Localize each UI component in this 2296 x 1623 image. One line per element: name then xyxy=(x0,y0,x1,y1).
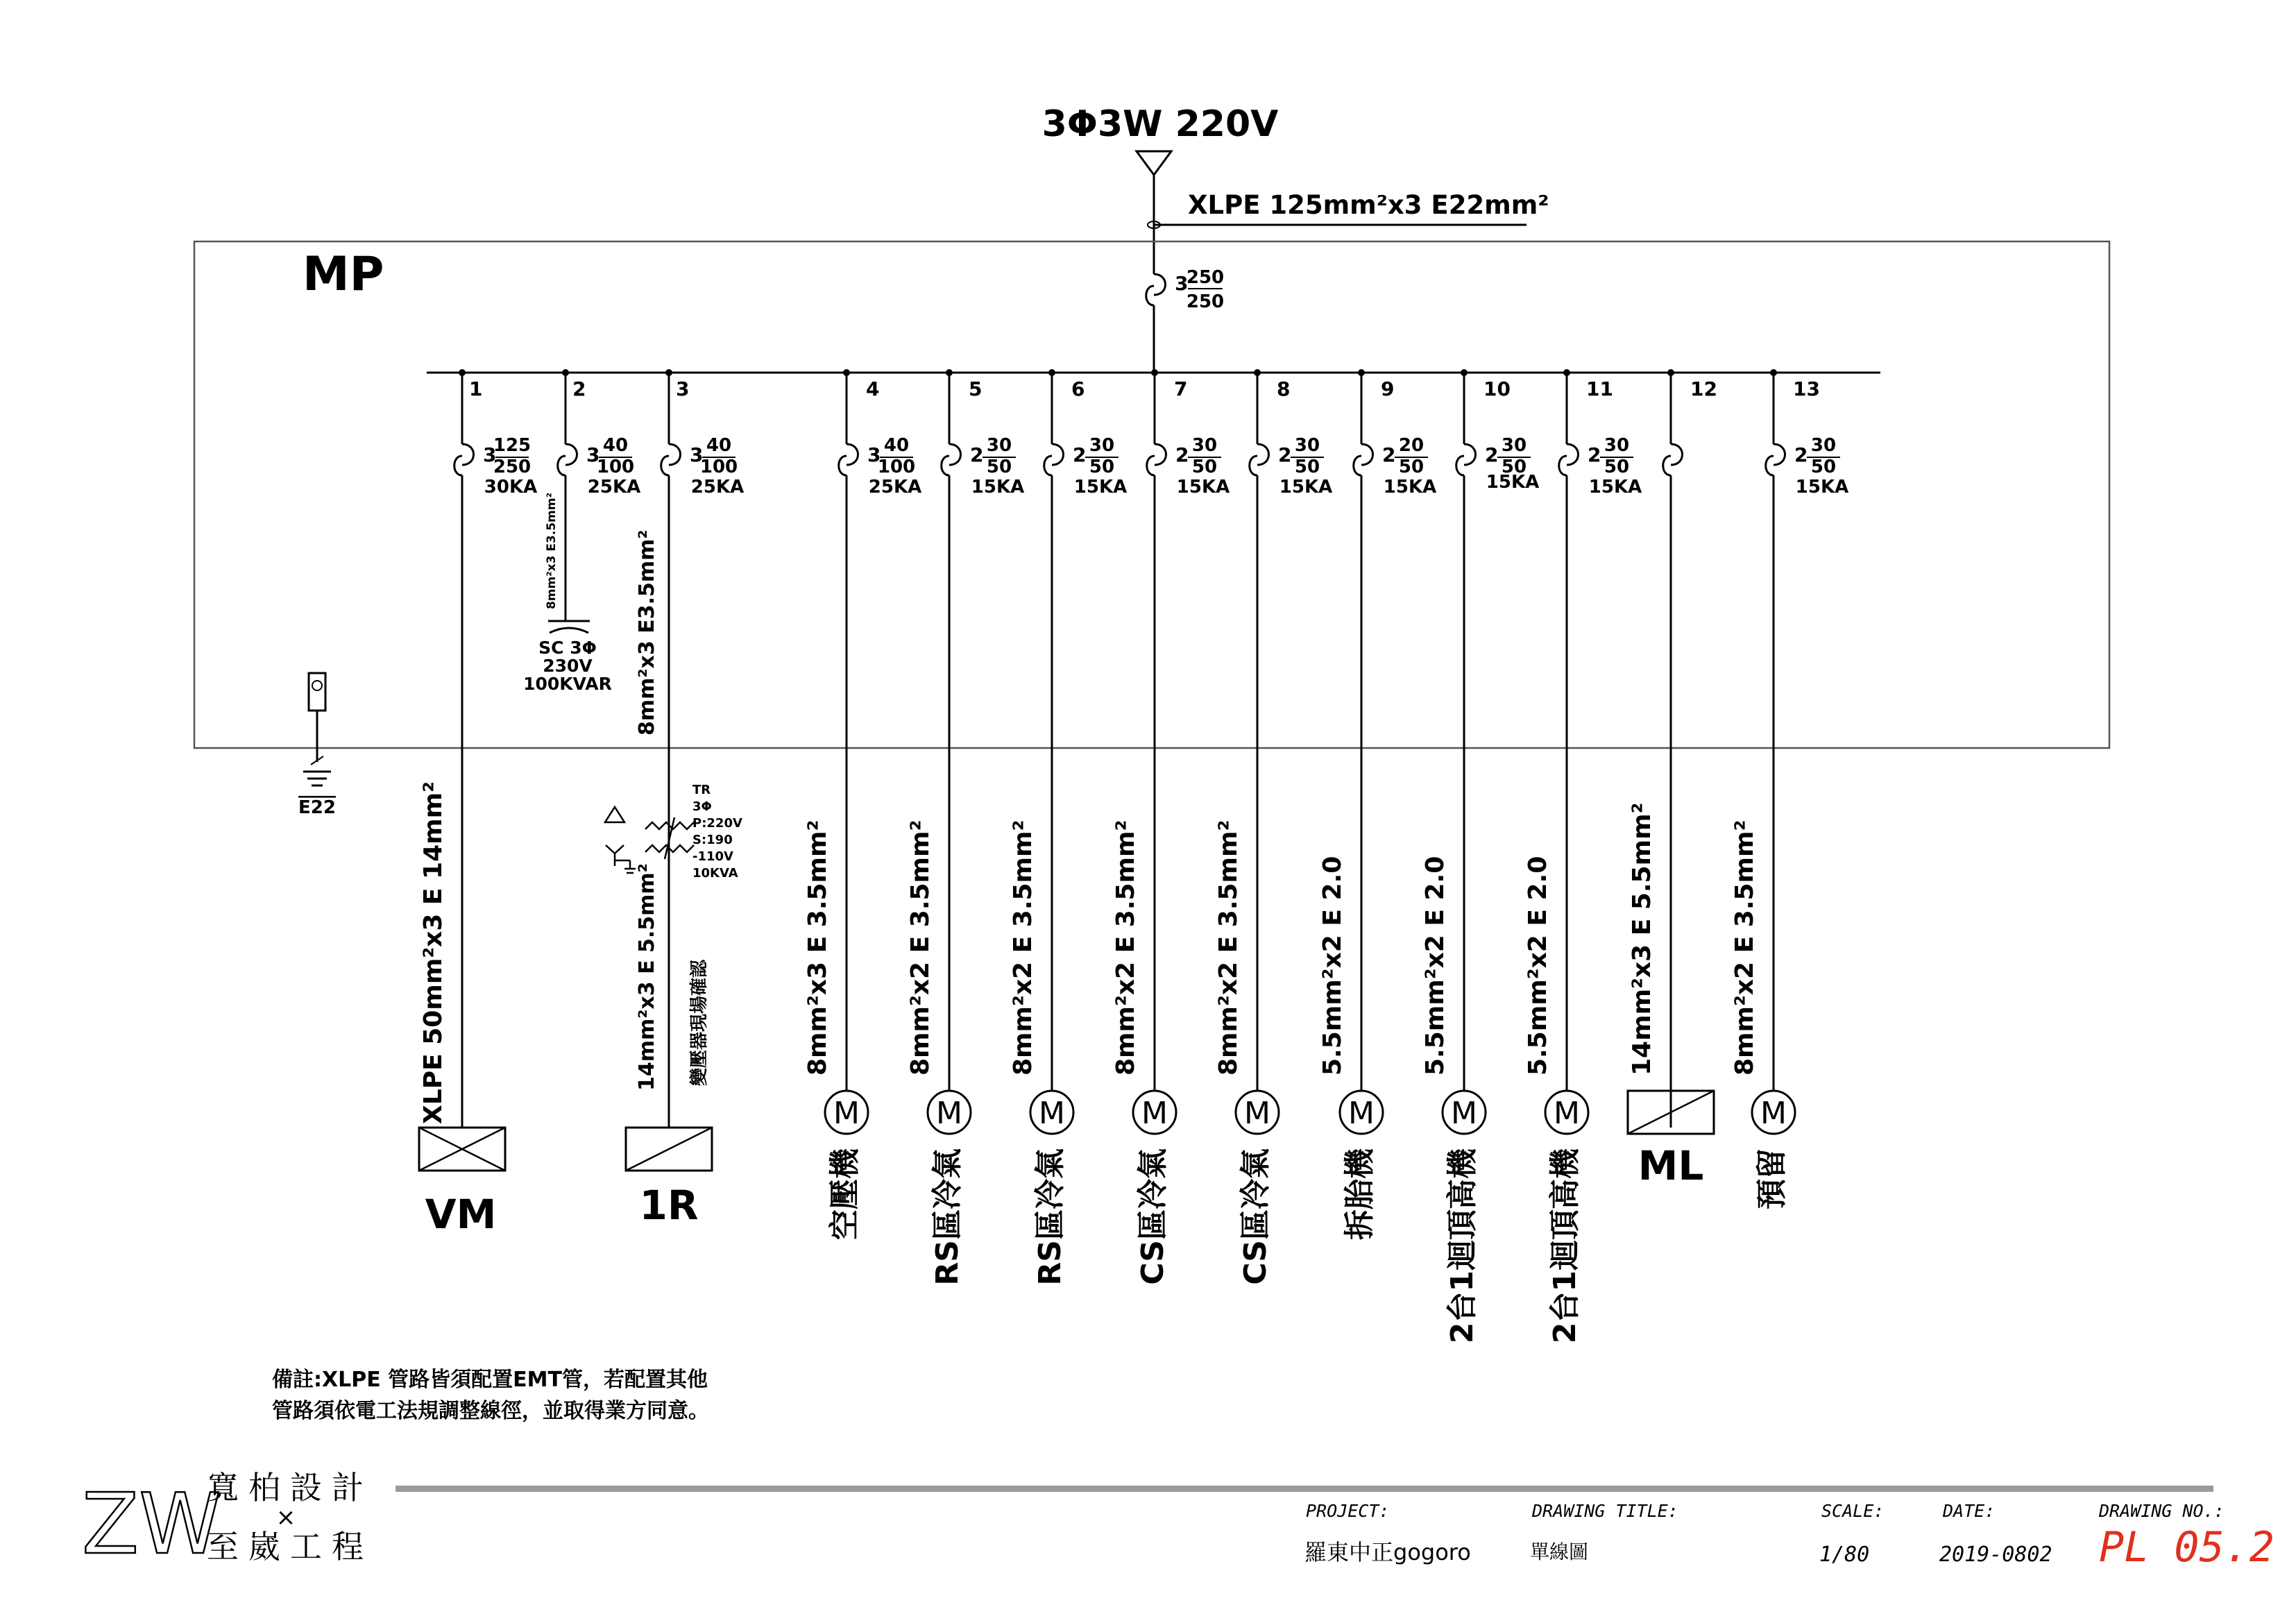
cable-label: 8mm²x2 E 3.5mm² xyxy=(1009,819,1037,1076)
svg-text:50: 50 xyxy=(1191,457,1218,477)
branch-circuits xyxy=(419,369,1848,1343)
svg-text:30: 30 xyxy=(1810,435,1837,456)
svg-text:2: 2 xyxy=(970,443,984,466)
circuit-number: 13 xyxy=(1793,377,1820,400)
svg-text:50: 50 xyxy=(1604,457,1630,477)
motor-icon xyxy=(928,1091,971,1134)
breaker-symbol xyxy=(661,435,744,498)
svg-text:15KA: 15KA xyxy=(1486,472,1540,493)
title-block xyxy=(82,1469,2274,1573)
svg-text:3: 3 xyxy=(1175,272,1189,295)
cable-label: 8mm²x3 E 3.5mm² xyxy=(803,819,832,1076)
svg-text:-110V: -110V xyxy=(692,849,733,864)
svg-text:20: 20 xyxy=(1398,435,1425,456)
svg-text:15KA: 15KA xyxy=(1588,477,1642,498)
svg-text:50: 50 xyxy=(1501,457,1527,477)
svg-text:50: 50 xyxy=(986,457,1012,477)
svg-text:M: M xyxy=(1451,1096,1477,1131)
circuit-number: 1 xyxy=(469,377,483,400)
svg-text:M: M xyxy=(1760,1096,1787,1131)
company-name-cross: × xyxy=(275,1504,296,1531)
load-label: 2台1迴頂高機 xyxy=(1547,1148,1583,1344)
circuit-number: 5 xyxy=(969,377,983,400)
breaker-symbol xyxy=(1044,435,1127,498)
load-label: RS區冷氣 xyxy=(1032,1148,1068,1286)
subpanel-symbol xyxy=(419,1128,505,1171)
svg-text:2: 2 xyxy=(1588,443,1601,466)
cable-label: 5.5mm²x2 E 2.0 xyxy=(1524,856,1552,1076)
svg-text:50: 50 xyxy=(1810,457,1837,477)
transformer-note: 變壓器現場確認 xyxy=(689,959,710,1086)
capacitor-cable-label: 8mm²x3 E3.5mm² xyxy=(545,492,559,609)
svg-text:M: M xyxy=(1348,1096,1375,1131)
supply-arrow xyxy=(1137,151,1171,175)
circuit-number: 4 xyxy=(866,377,880,400)
project-value: 羅東中正gogoro xyxy=(1304,1539,1471,1565)
supply-label: 3Φ3W 220V xyxy=(1041,103,1279,145)
branch-3 xyxy=(626,369,744,1229)
branch-8 xyxy=(1214,369,1332,1285)
breaker-symbol xyxy=(454,435,537,498)
svg-text:3Φ: 3Φ xyxy=(692,799,712,814)
breaker-symbol xyxy=(558,435,640,498)
svg-text:25KA: 25KA xyxy=(587,477,641,498)
svg-text:M: M xyxy=(1244,1096,1270,1131)
circuit-number: 3 xyxy=(676,377,690,400)
branch-9 xyxy=(1318,369,1436,1240)
secondary-cable-label: 14mm²x3 E 5.5mm² xyxy=(635,863,659,1091)
cable-label: 14mm²x3 E 5.5mm² xyxy=(1628,802,1656,1076)
earth-terminal xyxy=(303,673,331,785)
branch-2 xyxy=(558,369,640,621)
svg-text:50: 50 xyxy=(1089,457,1115,477)
motor-icon xyxy=(1443,1091,1486,1134)
breaker-symbol xyxy=(942,435,1024,498)
svg-text:2: 2 xyxy=(1794,443,1808,466)
cable-label: 8mm²x2 E 3.5mm² xyxy=(1112,819,1140,1076)
svg-text:100: 100 xyxy=(877,457,916,477)
svg-text:2: 2 xyxy=(1485,443,1499,466)
svg-text:30: 30 xyxy=(986,435,1012,456)
svg-text:15KA: 15KA xyxy=(1795,477,1849,498)
branch-10 xyxy=(1421,369,1539,1343)
svg-text:3: 3 xyxy=(867,443,881,466)
branch-1 xyxy=(419,369,537,1238)
svg-text:M: M xyxy=(1554,1096,1580,1131)
svg-text:3: 3 xyxy=(586,443,600,466)
svg-text:30: 30 xyxy=(1294,435,1320,456)
circuit-number: 11 xyxy=(1586,377,1613,400)
motor-icon xyxy=(1340,1091,1383,1134)
cable-label: 8mm²x2 E 3.5mm² xyxy=(1730,819,1759,1076)
circuit-number: 7 xyxy=(1174,377,1188,400)
delta-icon xyxy=(605,807,624,822)
note-line-2: 管路須依電工法規調整線徑，並取得業方同意。 xyxy=(272,1399,709,1423)
svg-text:15KA: 15KA xyxy=(1176,477,1230,498)
motor-icon xyxy=(1545,1091,1588,1134)
svg-text:40: 40 xyxy=(602,435,629,456)
branch-5 xyxy=(906,369,1024,1286)
svg-text:50: 50 xyxy=(1398,457,1425,477)
title-block-bar xyxy=(396,1486,2213,1492)
cable-label: XLPE 50mm²x3 E 14mm² xyxy=(419,781,448,1124)
drawing-title-value: 單線圖 xyxy=(1530,1540,1589,1563)
svg-text:30: 30 xyxy=(1089,435,1115,456)
svg-text:TR: TR xyxy=(692,783,711,797)
motor-icon xyxy=(1030,1091,1073,1134)
svg-text:25KA: 25KA xyxy=(868,477,922,498)
load-label: CS區冷氣 xyxy=(1135,1148,1171,1285)
svg-text:2: 2 xyxy=(1073,443,1087,466)
cable-label: 5.5mm²x2 E 2.0 xyxy=(1318,856,1347,1076)
load-label: 2台1迴頂高機 xyxy=(1445,1148,1480,1344)
svg-text:3: 3 xyxy=(483,443,497,466)
svg-text:40: 40 xyxy=(706,435,732,456)
subpanel-symbol xyxy=(626,1128,712,1171)
svg-text:M: M xyxy=(833,1096,860,1131)
svg-text:15KA: 15KA xyxy=(1383,477,1437,498)
transformer xyxy=(605,783,742,881)
svg-text:230V: 230V xyxy=(543,656,593,676)
load-label: 拆胎機 xyxy=(1342,1148,1377,1240)
svg-text:SC 3Φ: SC 3Φ xyxy=(538,638,597,658)
load-label: RS區冷氣 xyxy=(930,1148,965,1286)
circuit-number: 12 xyxy=(1690,377,1717,400)
cable-label: 8mm²x2 E 3.5mm² xyxy=(906,819,935,1076)
breaker-symbol xyxy=(1456,435,1539,493)
svg-text:M: M xyxy=(1141,1096,1168,1131)
svg-text:100: 100 xyxy=(699,457,738,477)
svg-text:2: 2 xyxy=(1278,443,1292,466)
project-label: PROJECT: xyxy=(1306,1501,1390,1521)
load-label: 1R xyxy=(639,1182,699,1229)
motor-icon xyxy=(1133,1091,1176,1134)
svg-text:250: 250 xyxy=(1186,267,1225,288)
cable-label: 8mm²x3 E3.5mm² xyxy=(635,529,659,736)
branch-7 xyxy=(1112,369,1230,1285)
branch-6 xyxy=(1009,369,1127,1286)
svg-text:100KVAR: 100KVAR xyxy=(523,674,612,694)
svg-text:P:220V: P:220V xyxy=(692,816,742,831)
svg-text:25KA: 25KA xyxy=(690,477,745,498)
svg-text:15KA: 15KA xyxy=(1279,477,1333,498)
breaker-symbol xyxy=(1147,435,1230,498)
date-value: 2019-0802 xyxy=(1939,1543,2052,1567)
breaker-symbol xyxy=(1354,435,1436,498)
breaker-symbol xyxy=(1663,444,1683,475)
drawing-number-value: PL 05.2 xyxy=(2099,1523,2274,1572)
svg-text:30: 30 xyxy=(1191,435,1218,456)
svg-text:30: 30 xyxy=(1501,435,1527,456)
circuit-number: 6 xyxy=(1071,377,1085,400)
branch-4 xyxy=(803,369,921,1240)
motor-icon xyxy=(1236,1091,1279,1134)
branch-11 xyxy=(1524,369,1642,1343)
breaker-symbol xyxy=(839,435,921,498)
company-logo-mark: ZW xyxy=(82,1477,221,1573)
drawing-title-label: DRAWING TITLE: xyxy=(1532,1501,1678,1521)
earth-label: E22 xyxy=(298,797,336,818)
motor-icon xyxy=(825,1091,868,1134)
main-breaker xyxy=(1146,267,1224,312)
load-label: 空壓機 xyxy=(827,1148,862,1240)
motor-icon xyxy=(1752,1091,1795,1134)
breaker-symbol xyxy=(1766,435,1848,498)
supply-cable-label: XLPE 125mm²x3 E22mm² xyxy=(1188,190,1549,220)
scale-label: SCALE: xyxy=(1821,1501,1885,1521)
svg-text:3: 3 xyxy=(690,443,704,466)
company-name-line-1: 寬柏設計 xyxy=(207,1469,373,1506)
load-label: ML xyxy=(1638,1142,1704,1189)
svg-text:40: 40 xyxy=(883,435,910,456)
svg-text:M: M xyxy=(1039,1096,1065,1131)
branch-13 xyxy=(1730,369,1848,1209)
circuit-number: 2 xyxy=(572,377,586,400)
company-name-line-2: 至崴工程 xyxy=(207,1528,373,1565)
svg-text:30KA: 30KA xyxy=(484,477,538,498)
svg-text:S:190: S:190 xyxy=(692,833,733,847)
wye-ground-icon xyxy=(606,845,636,873)
circuit-number: 8 xyxy=(1277,377,1291,400)
circuit-number: 9 xyxy=(1381,377,1395,400)
load-label: CS區冷氣 xyxy=(1238,1148,1273,1285)
svg-text:10KVA: 10KVA xyxy=(692,866,738,881)
svg-text:M: M xyxy=(936,1096,962,1131)
breaker-symbol xyxy=(1559,435,1642,498)
svg-text:2: 2 xyxy=(1382,443,1396,466)
svg-text:100: 100 xyxy=(596,457,635,477)
svg-text:2: 2 xyxy=(1175,443,1189,466)
capacitor-bank xyxy=(523,493,612,694)
svg-text:15KA: 15KA xyxy=(971,477,1025,498)
svg-text:50: 50 xyxy=(1294,457,1320,477)
cable-label: 8mm²x2 E 3.5mm² xyxy=(1214,819,1243,1076)
svg-text:125: 125 xyxy=(493,435,532,456)
load-label: 預留 xyxy=(1754,1148,1789,1209)
svg-text:250: 250 xyxy=(1186,291,1225,312)
breaker-symbol xyxy=(1250,435,1332,498)
scale-value: 1/80 xyxy=(1819,1543,1870,1567)
svg-text:250: 250 xyxy=(493,457,532,477)
drawing-number-label: DRAWING NO.: xyxy=(2099,1501,2225,1521)
panel-name: MP xyxy=(303,247,384,302)
circuit-number: 10 xyxy=(1483,377,1511,400)
svg-text:30: 30 xyxy=(1604,435,1630,456)
note-line-1: 備註:XLPE 管路皆須配置EMT管，若配置其他 xyxy=(272,1368,708,1392)
svg-text:15KA: 15KA xyxy=(1073,477,1128,498)
date-label: DATE: xyxy=(1943,1501,1996,1521)
cable-label: 5.5mm²x2 E 2.0 xyxy=(1421,856,1449,1076)
load-label: VM xyxy=(425,1191,497,1238)
